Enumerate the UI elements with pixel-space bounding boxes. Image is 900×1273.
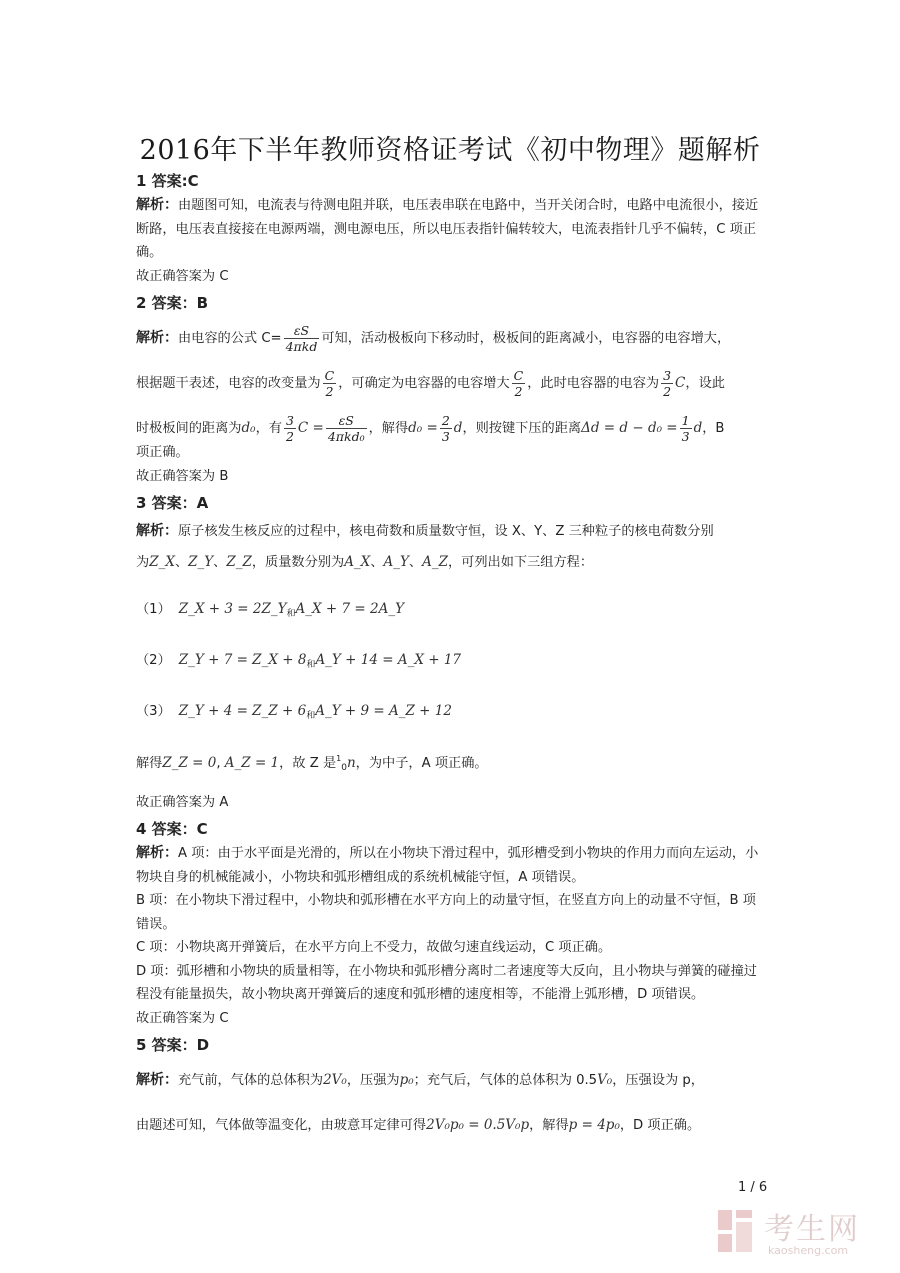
frac-den: 3 (441, 428, 450, 444)
q1-analysis-text: 由题图可知，电流表与待测电阻并联，电压表串联在电路中，当开关闭合时，电路中电流很小，接近断路，电压表直接接在电源两端，测电源电压，所以电压表指针偏转较大，电流表指针几乎不偏转，C 项正确。 (136, 198, 759, 260)
frac-den: 2 (512, 383, 526, 399)
q5-text-5: 由题述可知，气体做等温变化，由玻意耳定律可得 (136, 1118, 427, 1133)
q2-text-7: 时极板间的距离为 (136, 421, 242, 436)
math-zy: Z_Y (188, 554, 214, 570)
q2-text-2: 可知，活动极板向下移动时，极板间的距离减小，电容器的电容增大， (321, 331, 731, 346)
math-d0-eq: d₀ = (408, 420, 438, 436)
math-d: d (453, 420, 463, 436)
and-word: 和 (306, 711, 316, 721)
watermark-logo (716, 1204, 886, 1264)
math-eq: C = (297, 420, 324, 436)
separator: 、 (408, 555, 423, 570)
q5-label: 解析： (136, 1072, 178, 1088)
q2-analysis (136, 316, 766, 451)
q3-conclusion: 故正确答案为 A (136, 794, 229, 810)
three-halves-fraction-2 (284, 413, 296, 444)
math-ay: A_Y (383, 554, 409, 570)
q5-analysis (136, 1058, 766, 1148)
logo-icon (716, 1208, 756, 1254)
q3-text-3: ，质量数分别为 (251, 555, 345, 570)
q2-text-10: ，则按键下压的距离 (462, 421, 582, 436)
q4-option-d: D 项：弧形槽和小物块的质量相等，在小物块和弧形槽分离时二者速度等大反向，且小物块与弹簧的碰撞过程没有能量损失，故小物块离开弹簧后的速度和弧形槽的速度相等，不能滑上弧形槽，D 项错误。 (136, 963, 757, 1002)
equation-3 (136, 696, 766, 731)
equation-part: A_X + 7 = 2A_Y (295, 601, 405, 617)
q2-text-8: ，有 (255, 421, 282, 436)
q2-conclusion: 故正确答案为 B (136, 468, 229, 484)
q4-option-c: C 项：小物块离开弹簧后，在水平方向上不受力，故做匀速直线运动，C 项正确。 (136, 940, 612, 955)
q3-answer: 3 答案：A (136, 494, 209, 512)
solution-pre: 解得 (136, 756, 163, 771)
math-zz: Z_Z (226, 554, 252, 570)
equation-2 (136, 645, 766, 680)
q3-solution: 解得Z_Z = 0, A_Z = 1，故 Z 是$^1_0$n，为中子，A 项正确。 (136, 754, 488, 773)
math-zz-result: Z_Z = 0 (162, 755, 217, 771)
q2-text-6: ，设此 (685, 376, 725, 391)
q3-label: 解析： (136, 523, 178, 539)
solution-mid: ，故 Z 是 (279, 756, 337, 771)
logo-text: 考生网 (764, 1212, 860, 1247)
math-d-2: d (693, 420, 703, 436)
capacitance-fraction (284, 323, 320, 354)
solution-end: ，为中子，A 项正确。 (355, 756, 488, 771)
and-word: 和 (306, 660, 316, 670)
q2-text-1: 由电容的公式 C= (178, 331, 282, 346)
neutron-symbol: n (346, 755, 356, 771)
equation-part: A_Y + 9 = A_Z + 12 (315, 703, 452, 719)
q2-tail: 项正确。 (136, 445, 189, 460)
frac-den: 2 (323, 383, 337, 399)
q2-text-9: ，解得 (368, 421, 409, 436)
q5-text-4: ，压强设为 p， (612, 1073, 704, 1088)
and-word: 和 (286, 609, 296, 619)
frac-num: 2 (441, 412, 450, 428)
q5-answer: 5 答案：D (136, 1036, 210, 1054)
three-halves-fraction (661, 368, 673, 399)
math-zx: Z_X (149, 554, 175, 570)
frac-den: 2 (285, 428, 294, 444)
equation-part: Z_Y + 4 = Z_Z + 6 (178, 703, 307, 719)
q1-label: 解析： (136, 197, 178, 213)
q4-option-b: B 项：在小物块下滑过程中，小物块和弧形槽在水平方向上的动量守恒，在竖直方向上的动量不守恒，B 项错误。 (136, 893, 756, 932)
math-delta: Δd = d − d₀ = (581, 420, 678, 436)
comma: , (216, 756, 221, 771)
math-v0: V₀ (597, 1072, 613, 1088)
page-number: 1 / 6 (738, 1180, 768, 1195)
q4-label: 解析： (136, 845, 178, 861)
q4-analysis-a (136, 842, 766, 889)
q5-text-2: ，压强为 (346, 1073, 400, 1088)
frac-num: εS (293, 322, 310, 338)
q2-label: 解析： (136, 330, 178, 346)
q1-answer: 1 答案:C (136, 172, 199, 190)
q5-text-3: ；充气后，气体的总体积为 0.5 (413, 1073, 598, 1088)
capacitance-d0-fraction (326, 413, 367, 444)
equation-index: （3） (136, 704, 171, 719)
equation-part: Z_Y + 7 = Z_X + 8 (178, 652, 307, 668)
math-d0: d₀ (241, 420, 256, 436)
q5-text-6: ，解得 (529, 1118, 569, 1133)
frac-num: C (513, 367, 524, 383)
math-c: C (675, 375, 686, 391)
frac-den: 3 (681, 428, 690, 444)
math-az-result: A_Z = 1 (224, 755, 280, 771)
q3-analysis (136, 516, 766, 578)
q1-conclusion: 故正确答案为 C (136, 268, 229, 284)
q2-text-3: 根据题干表述，电容的改变量为 (136, 376, 321, 391)
separator: 、 (174, 555, 189, 570)
half-c-fraction-2 (512, 368, 526, 399)
logo-subtext: kaosheng.com (768, 1244, 849, 1257)
q4-answer: 4 答案：C (136, 820, 208, 838)
frac-num: 3 (663, 367, 672, 383)
math-boyle: 2V₀p₀ = 0.5V₀p (426, 1117, 530, 1133)
q3-text-1: 原子核发生核反应的过程中，核电荷数和质量数守恒，设 X、Y、Z 三种粒子的核电荷数分别 (178, 524, 714, 539)
two-thirds-fraction (440, 413, 452, 444)
q3-text-2: 为 (136, 555, 150, 570)
frac-num: 1 (681, 412, 690, 428)
frac-num: 3 (285, 412, 294, 428)
half-c-fraction (323, 368, 337, 399)
math-az: A_Z (422, 554, 448, 570)
q1-analysis (136, 194, 766, 265)
separator: 、 (370, 555, 384, 570)
equation-part: Z_X + 3 = 2Z_Y (178, 601, 287, 617)
q3-text-4: ，可列出如下三组方程： (448, 555, 594, 570)
frac-den: 2 (663, 383, 672, 399)
math-ax: A_X (344, 554, 371, 570)
frac-num: εS (338, 412, 354, 428)
q5-text-7: ，D 项正确。 (619, 1118, 701, 1133)
math-result: p = 4p₀ (568, 1117, 620, 1133)
equation-index: （1） (136, 602, 171, 617)
q4-option-a: A 项：由于水平面是光滑的，所以在小物块下滑过程中，弧形槽受到小物块的作用力而向左运动，小物块自身的机械能减小，小物块和弧形槽组成的系统机械能守恒，A 项错误。 (136, 846, 759, 885)
document-body (136, 166, 766, 1148)
equation-part: A_Y + 14 = A_X + 17 (315, 652, 461, 668)
equation-1 (136, 594, 766, 629)
math-p0: p₀ (399, 1072, 414, 1088)
q2-text-11: ，B (702, 421, 725, 436)
page-title: 2016年下半年教师资格证考试《初中物理》题解析 (139, 135, 761, 166)
one-third-fraction (680, 413, 692, 444)
separator: 、 (213, 555, 227, 570)
math-2v0: 2V₀ (323, 1072, 347, 1088)
q5-text-1: 充气前，气体的总体积为 (178, 1073, 324, 1088)
q2-text-5: ，此时电容器的电容为 (527, 376, 660, 391)
frac-den: 4πkd (285, 338, 318, 354)
q2-answer: 2 答案：B (136, 294, 209, 312)
q2-text-4: ，可确定为电容器的电容增大 (338, 376, 510, 391)
equation-index: （2） (136, 653, 171, 668)
frac-num: C (324, 367, 335, 383)
frac-den: 4πkd₀ (327, 428, 365, 444)
q4-conclusion: 故正确答案为 C (136, 1010, 229, 1026)
